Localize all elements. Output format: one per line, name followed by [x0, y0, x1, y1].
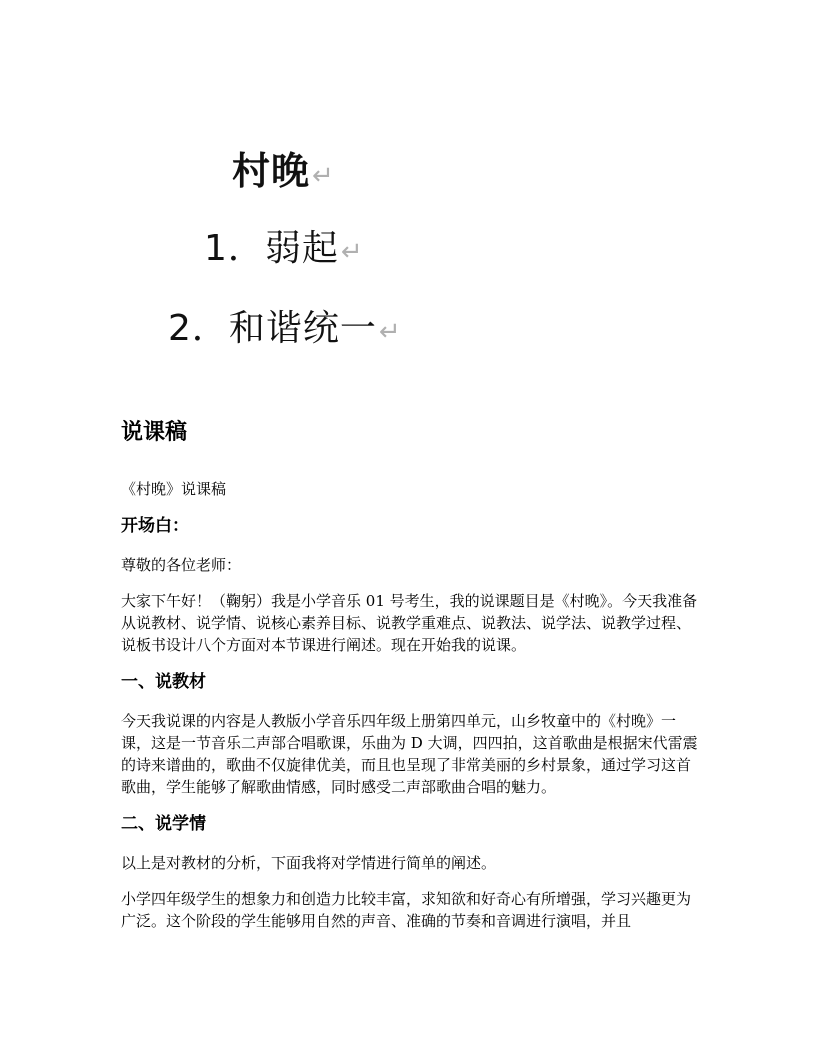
intro-paragraph: 大家下午好！（鞠躬）我是小学音乐 01 号考生，我的说课题目是《村晚》。今天我准备从说教材、说学情、说核心素养目标、说教学重难点、说教法、说学法、说教学过程、说板书设计八个方面对本节课进行阐述。现在开始我的说课。	[121, 592, 698, 654]
document-body	[121, 418, 699, 946]
paragraph-mark-icon: ↵	[378, 317, 402, 347]
greeting-paragraph: 尊敬的各位老师：	[121, 556, 242, 574]
image-item-2: 2．和谐统一	[168, 308, 377, 349]
paragraph-mark-icon: ↵	[312, 161, 335, 191]
document-subtitle: 《村晚》说课稿	[121, 480, 227, 498]
section-1-paragraph: 今天我说课的内容是人教版小学音乐四年级上册第四单元，山乡牧童中的《村晚》一课，这是一节音乐二声部合唱歌课，乐曲为 D 大调，四四拍，这首歌曲是根据宋代雷震的诗来谱曲的，歌曲不仅旋律优美，而且也呈现了非常美丽的乡村景象，通过学习这首歌曲，学生能够了解歌曲情感，同时感受二声部歌曲合唱的魅力。	[121, 712, 698, 796]
paragraph-mark-icon: ↵	[340, 237, 364, 267]
section-2-paragraph: 小学四年级学生的想象力和创造力比较丰富，求知欲和好奇心有所增强，学习兴趣更为广泛。这个阶段的学生能够用自然的声音、准确的节奏和音调进行演唱，并且	[121, 890, 692, 930]
section-1-heading: 一、说教材	[121, 672, 206, 692]
section-2-heading: 二、说学情	[121, 814, 206, 834]
image-item-1-line	[204, 220, 364, 271]
image-title: 村晚	[232, 149, 311, 193]
image-item-1: 1．弱起	[204, 228, 339, 269]
opening-heading: 开场白：	[121, 516, 189, 536]
image-item-2-line	[168, 300, 402, 351]
section-2-intro-paragraph: 以上是对教材的分析，下面我将对学情进行简单的阐述。	[121, 854, 497, 872]
document-title: 说课稿	[121, 420, 188, 445]
image-title-line	[232, 140, 335, 195]
header-image	[160, 130, 420, 360]
